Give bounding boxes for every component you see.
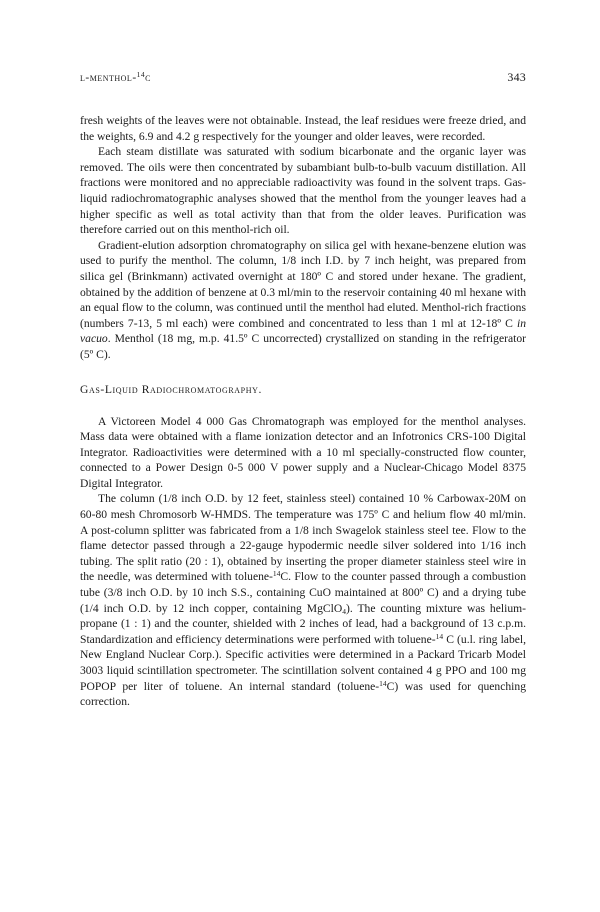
text-run: C (u.l. ring label, New England Nuclear Corp.). Specific activities were determined in a Packard Tricarb Model 3003 liquid scintillation spectrometer. The scintillation solvent contained 4 g PPO and 100 mg POPOP per liter of toluene. An internal standard (toluene-	[80, 632, 527, 693]
running-title-suffix: c	[145, 72, 151, 84]
running-title-superscript: 14	[136, 70, 146, 79]
superscript: 14	[435, 631, 444, 641]
running-title-text: l-menthol-	[80, 72, 137, 84]
paragraph-leaf-weights: fresh weights of the leaves were not obtainable. Instead, the leaf residues were freeze dried, and the weights, 6.9 and 4.2 g respectively for the younger and older leaves, were recorded.	[80, 114, 526, 143]
text-run: C) was used for quenching correction.	[80, 679, 526, 709]
running-head	[80, 70, 526, 85]
paragraph-column-details	[80, 491, 526, 709]
text-run: . Menthol (18 mg, m.p. 41.5º C uncorrected) crystallized on standing in the refrigerator (5º C).	[80, 332, 526, 361]
page-number: 343	[507, 70, 526, 84]
section-heading: Gas-Liquid Radiochromatography.	[80, 382, 262, 396]
subscript: 4	[342, 606, 346, 616]
superscript: 14	[379, 678, 387, 688]
text-run: C. Flow to the counter passed through a combustion tube (3/8 inch O.D. by 10 inch S.S., containing CuO maintained at 800º C) and a drying tube (1/4 inch O.D. by 12 inch copper, containing MgClO	[80, 570, 526, 615]
text-run: The column (1/8 inch O.D. by 12 feet, stainless steel) contained 10 % Carbowax-20M on 60-80 mesh Chromosorb W-HMDS. The temperature was 175º C and helium flow 40 ml/min. A post-column splitter was fabricated from a 1/8 inch Swagelok stainless steel tee. Flow to the flame detector passed through a 22-gauge hypodermic needle silver soldered into 1/16 inch tubing. The split ratio (20 : 1), obtained by inserting the proper diameter stainless steel wire in the needle, was determined with toluene-	[80, 492, 526, 584]
paragraph-steam-distillate: Each steam distillate was saturated with sodium bicarbonate and the organic layer was removed. The oils were then concentrated by subambiant bulb-to-bulb vacuum distillation. All fractions were monitored and no appreciable radioactivity was found in the solvent traps. Gas-liquid radiochromatographic analyses showed that the menthol from the younger leaves had a higher specific as well as total activity than that from the older leaves. Purification was therefore carried out on this menthol-rich oil.	[80, 145, 526, 237]
italic-term: in vacuo	[80, 316, 526, 346]
page	[80, 70, 526, 710]
superscript: 14	[272, 569, 281, 579]
text-run: ). The counting mixture was helium-propane (1 : 1) and the counter, shielded with 2 inches of lead, had a background of 13 c.p.m. Standardization and efficiency determinations were performed with toluene-	[80, 601, 526, 646]
paragraph-chromatograph: A Victoreen Model 4 000 Gas Chromatograph was employed for the menthol analyses. Mass data were obtained with a flame ionization detector and an Infotronics CRS-100 Digital Integrator. Radioactivities were determined with a 10 ml specially-constructed flow counter, connected to a Power Design 0-5 000 V power supply and a Nuclear-Chicago Model 8375 Digital Integrator.	[80, 414, 526, 490]
paragraph-gradient-elution	[80, 238, 526, 363]
text-run: Gradient-elution adsorption chromatography on silica gel with hexane-benzene elution was used to purify the menthol. The column, 1/8 inch I.D. by 7 inch height, was prepared from silica gel (Brinkmann) activated overnight at 180º C and stored under hexane. The gradient, obtained by the addition of benzene at 0.3 ml/min to the reservoir containing 40 ml hexane with an equal flow to the column, was continued until the menthol had eluted. Menthol-rich fractions (numbers 7-13, 5 ml each) were combined and concentrated to less than 1 ml at 12-18º C	[80, 238, 526, 330]
running-title	[80, 72, 151, 84]
